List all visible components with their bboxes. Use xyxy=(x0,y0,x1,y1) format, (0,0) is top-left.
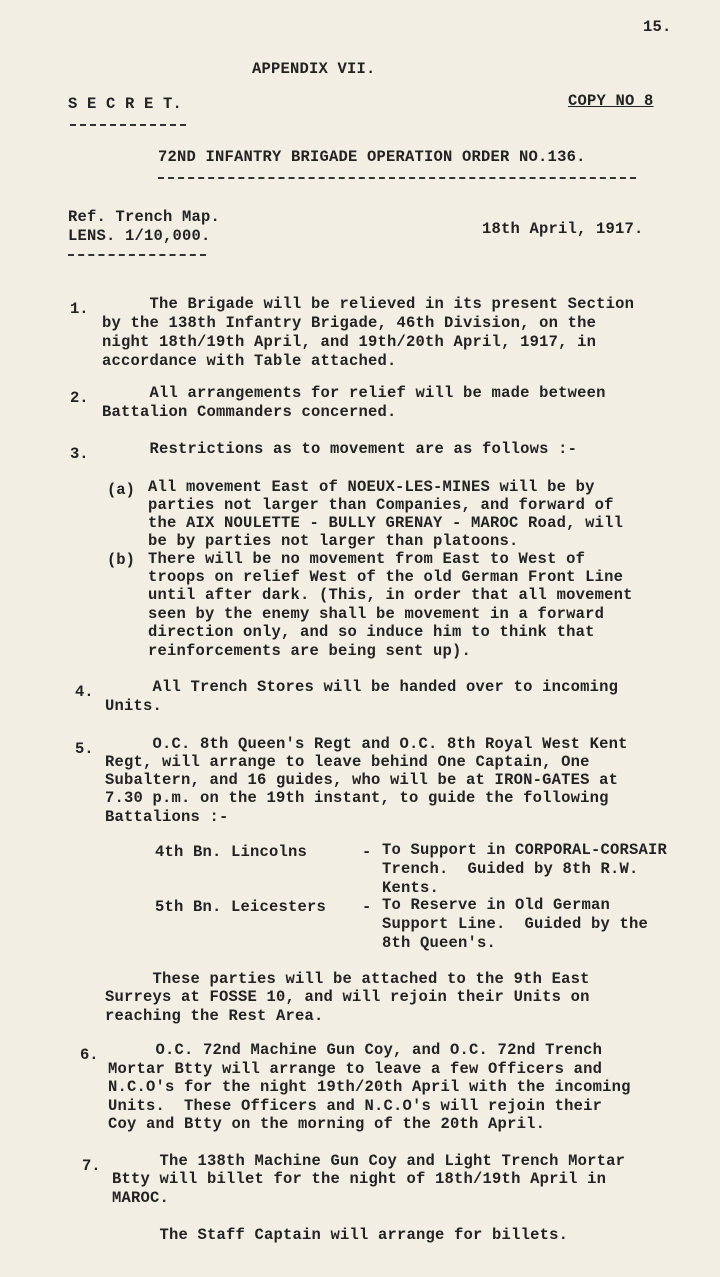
paragraph-line: All Trench Stores will be handed over to incoming xyxy=(105,678,619,696)
battalion-task: To Support in CORPORAL-CORSAIR xyxy=(382,841,668,859)
map-reference-2: LENS. 1/10,000. xyxy=(68,227,211,245)
paragraph-line: accordance with Table attached. xyxy=(102,352,397,370)
paragraph-line: Regt, will arrange to leave behind One Captain, One xyxy=(105,753,590,771)
subparagraph-line: reinforcements are being sent up). xyxy=(148,642,472,660)
paragraph-line: All arrangements for relief will be made between xyxy=(102,384,606,402)
subparagraph-line: seen by the enemy shall be movement in a forward xyxy=(148,605,605,623)
paragraph-line: by the 138th Infantry Brigade, 46th Division, on the xyxy=(102,314,597,332)
paragraph-line: The 138th Machine Gun Coy and Light Trench Mortar xyxy=(112,1152,626,1170)
title-underline xyxy=(158,177,636,179)
battalion-dash: - xyxy=(362,843,372,861)
battalion-task: Trench. Guided by 8th R.W. xyxy=(382,860,639,878)
subparagraph-line: until after dark. (This, in order that all movement xyxy=(148,586,633,604)
map-reference-1: Ref. Trench Map. xyxy=(68,208,221,226)
paragraph-number: 4. xyxy=(75,683,94,701)
paragraph-line: O.C. 72nd Machine Gun Coy, and O.C. 72nd Trench xyxy=(108,1041,603,1059)
page-number: 15. xyxy=(643,18,672,36)
appendix-heading: APPENDIX VII. xyxy=(252,60,376,78)
battalion-task: Support Line. Guided by the xyxy=(382,915,649,933)
paragraph-line: Battalions :- xyxy=(105,808,229,826)
paragraph-line: Restrictions as to movement are as follows :- xyxy=(102,440,578,458)
paragraph-line: 7.30 p.m. on the 19th instant, to guide the following xyxy=(105,789,609,807)
subparagraph-line: parties not larger than Companies, and forward of xyxy=(148,496,614,514)
subparagraph-line: troops on relief West of the old German Front Line xyxy=(148,568,624,586)
paragraph-line: N.C.O's for the night 19th/20th April with the incoming xyxy=(108,1078,631,1096)
paragraph-line: Coy and Btty on the morning of the 20th April. xyxy=(108,1115,546,1133)
secret-underline xyxy=(70,124,186,126)
paragraph-number: 5. xyxy=(75,740,94,758)
paragraph-line: These parties will be attached to the 9th East xyxy=(105,970,590,988)
battalion-name: 5th Bn. Leicesters xyxy=(155,898,327,916)
subparagraph-a-label: (a) xyxy=(107,481,135,499)
paragraph-line: MAROC. xyxy=(112,1189,170,1207)
paragraph-number: 1. xyxy=(70,300,89,318)
paragraph-line: Battalion Commanders concerned. xyxy=(102,403,397,421)
paragraph-line: night 18th/19th April, and 19th/20th April, 1917, in xyxy=(102,333,597,351)
document-title: 72ND INFANTRY BRIGADE OPERATION ORDER NO.136. xyxy=(158,148,586,166)
battalion-name: 4th Bn. Lincolns xyxy=(155,843,308,861)
battalion-task: 8th Queen's. xyxy=(382,934,497,952)
paragraph-line: The Brigade will be relieved in its present Section xyxy=(102,295,635,313)
paragraph-number: 7. xyxy=(82,1157,101,1175)
subparagraph-line: There will be no movement from East to West of xyxy=(148,550,586,568)
paragraph-line: Subaltern, and 16 guides, who will be at IRON-GATES at xyxy=(105,771,619,789)
battalion-task: Kents. xyxy=(382,879,440,897)
paragraph-line: Units. These Officers and N.C.O's will rejoin their xyxy=(108,1097,603,1115)
paragraph-number: 3. xyxy=(70,445,89,463)
billets-note: The Staff Captain will arrange for billets. xyxy=(112,1226,569,1244)
subparagraph-line: the AIX NOULETTE - BULLY GRENAY - MAROC Road, will xyxy=(148,514,624,532)
paragraph-line: O.C. 8th Queen's Regt and O.C. 8th Royal West Kent xyxy=(105,735,628,753)
paragraph-line: Mortar Btty will arrange to leave a few Officers and xyxy=(108,1060,603,1078)
subparagraph-line: All movement East of NOEUX-LES-MINES will be by xyxy=(148,478,595,496)
paragraph-number: 6. xyxy=(80,1046,99,1064)
paragraph-number: 2. xyxy=(70,389,89,407)
paragraph-line: Surreys at FOSSE 10, and will rejoin their Units on xyxy=(105,988,590,1006)
subparagraph-b-label: (b) xyxy=(107,551,135,569)
paragraph-line: Btty will billet for the night of 18th/19th April in xyxy=(112,1170,607,1188)
subparagraph-line: direction only, and so induce him to think that xyxy=(148,623,595,641)
paragraph-line: Units. xyxy=(105,697,163,715)
reference-underline xyxy=(68,254,206,256)
document-date: 18th April, 1917. xyxy=(482,220,644,238)
secret-label: S E C R E T. xyxy=(68,95,183,113)
paragraph-line: reaching the Rest Area. xyxy=(105,1007,324,1025)
battalion-task: To Reserve in Old German xyxy=(382,896,611,914)
copy-number: COPY NO 8 xyxy=(568,92,654,110)
battalion-dash: - xyxy=(362,898,372,916)
subparagraph-line: be by parties not larger than platoons. xyxy=(148,532,519,550)
